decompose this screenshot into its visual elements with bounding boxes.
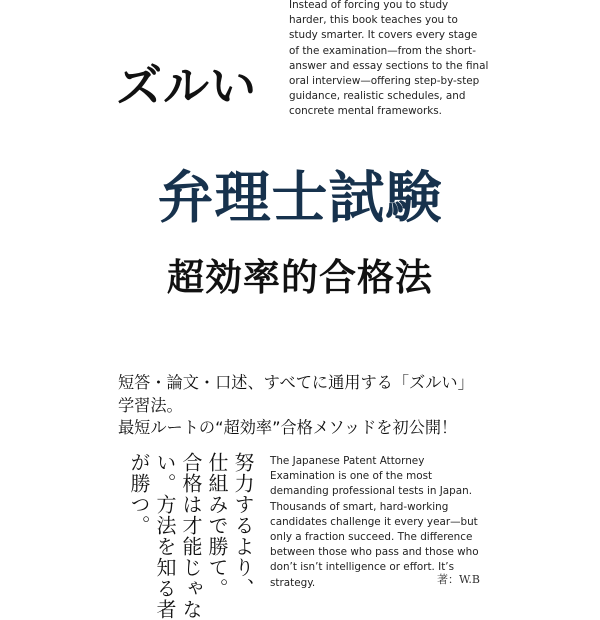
english-blurb-top: Instead of forcing you to study harder, this book teaches you to study smarter. It covers every stage of the examination—from the short-answer and essay sections to the final oral interview—offering step-by-step guidance, realistic schedules, and concrete mental frameworks.: [289, 0, 489, 118]
promo-line: 最短ルートの“超効率”合格メソッドを初公開！: [118, 418, 458, 437]
promo-text: [118, 372, 538, 440]
vertical-line: い。方法を知る者: [153, 452, 177, 620]
tagline-zurui: ズルい: [116, 59, 257, 113]
promo-line: 学習法。: [118, 395, 183, 415]
promo-line: 短答・論文・口述、すべてに通用する「ズルい」: [118, 373, 474, 392]
book-subtitle: 超効率的合格法: [167, 256, 433, 299]
vertical-line: 仕組みで勝て。: [205, 452, 229, 599]
vertical-slogan: [118, 452, 256, 620]
vertical-line: 合格は才能じゃな: [179, 452, 203, 620]
author-credit: 著：W.B: [437, 573, 480, 586]
vertical-line: 努力するより、: [231, 452, 255, 599]
book-title: 弁理士試験: [157, 166, 443, 231]
vertical-line: が勝つ。: [127, 452, 151, 536]
english-blurb-bottom: The Japanese Patent Attorney Examination is one of the most demanding professional tests in Japan. Thousands of smart, hard-working candidates challenge it every year—but only a fraction succeed. The difference between those who pass and those who don’t isn’t intelligence or effort. It’s strategy.: [270, 455, 479, 589]
